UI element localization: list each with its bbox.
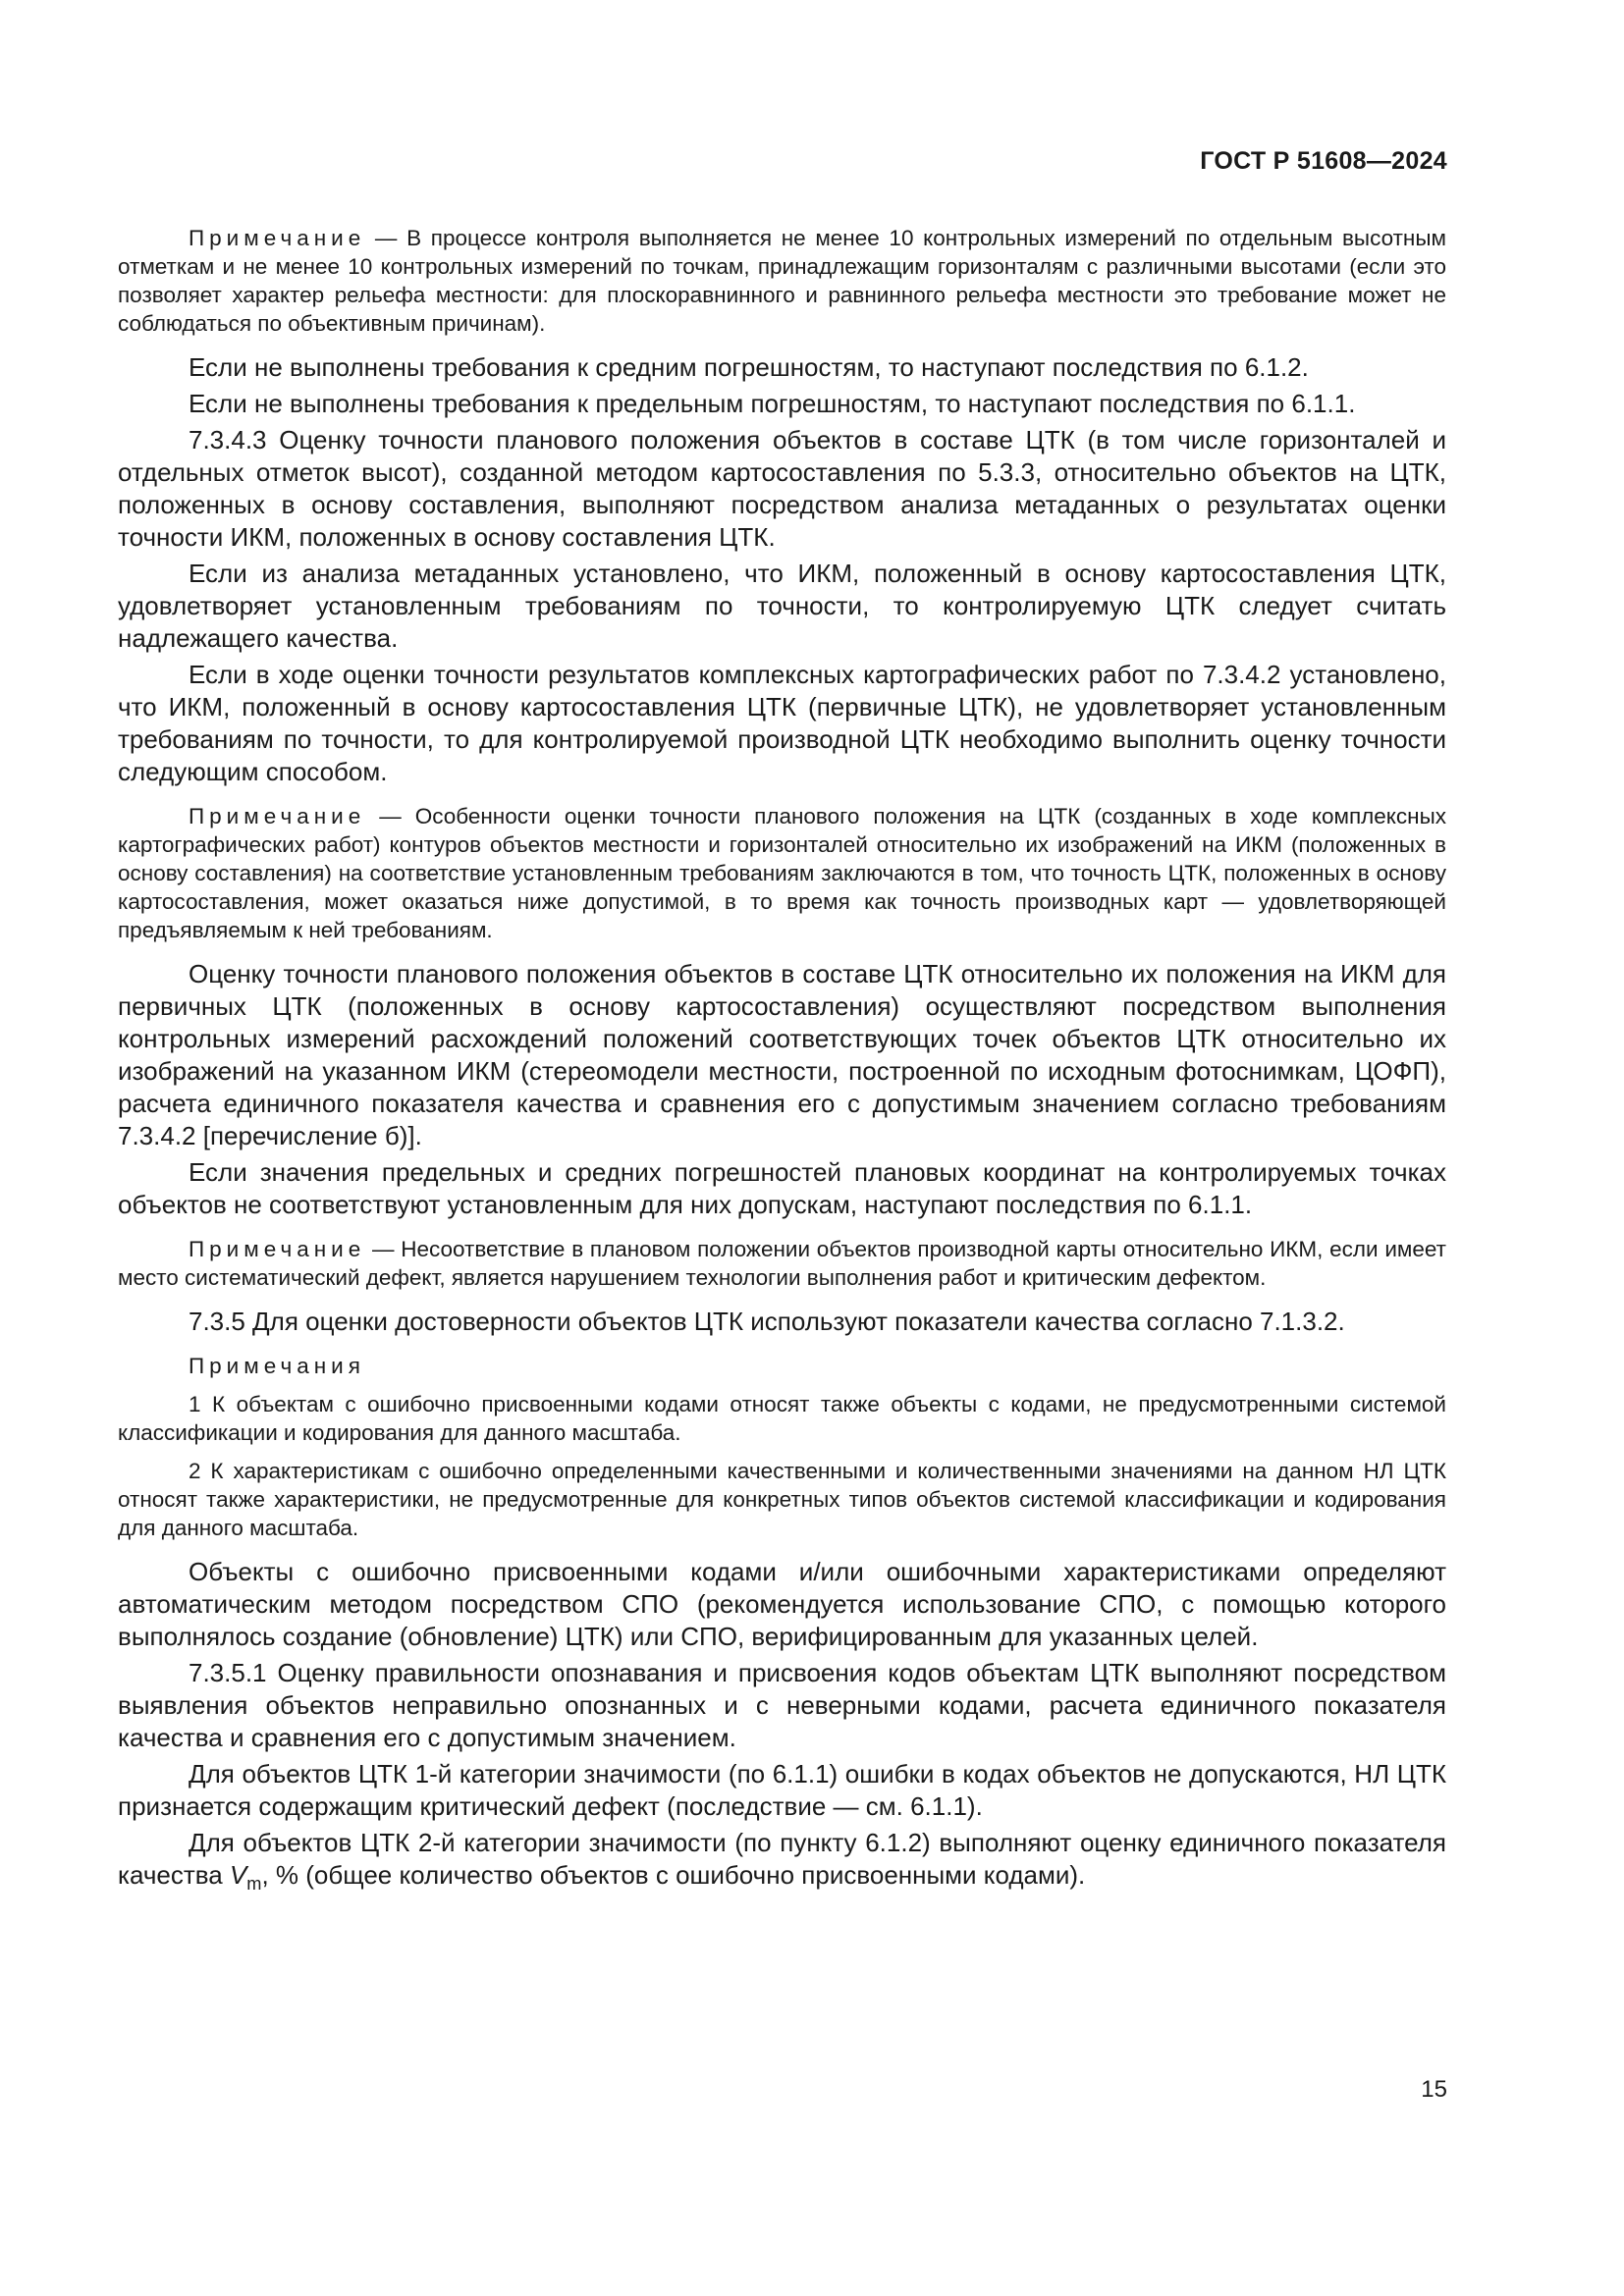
paragraph: Для объектов ЦТК 1-й категории значимости (по 6.1.1) ошибки в кодах объектов не допускаются, НЛ ЦТК признается содержащим критический дефект (последствие — см. 6.1.1). xyxy=(118,1759,1446,1821)
page-content xyxy=(118,224,1446,1900)
note-text: — Особенности оценки точности планового положения на ЦТК (созданных в ходе комплексных картографических работ) контуров объектов местности и горизонталей относительно их изображений на ИКМ (положенных в основу составления) на соответствие установленным требованиям заключаются в том, что точность ЦТК, положенных в основу картосоставления, может оказаться ниже допустимой, в то время как точность производных карт — удовлетворяющей предъявляемым к ней требованиям. xyxy=(118,804,1446,942)
note-label: Примечание xyxy=(189,1237,366,1261)
note-text: — В процессе контроля выполняется не менее 10 контрольных измерений по отдельным высотным отметкам и не менее 10 контрольных измерений по точкам, принадлежащим горизонталям с различными высотами (если это позволяет характер рельефа местности: для плоскоравнинного и равнинного рельефа местности это требование может не соблюдаться по объективным причинам). xyxy=(118,226,1446,336)
note-label: Примечание xyxy=(189,226,366,250)
notes-label: Примечания xyxy=(189,1354,365,1378)
paragraph-formula xyxy=(118,1827,1446,1900)
page-number: 15 xyxy=(1421,2076,1447,2103)
note-text: — Несоответствие в плановом положении объектов производной карты относительно ИКМ, если имеет место систематический дефект, является нарушением технологии выполнения работ и критическим дефектом. xyxy=(118,1237,1446,1290)
formula-subscript: m xyxy=(246,1874,262,1894)
note-3 xyxy=(118,1235,1446,1292)
note-2 xyxy=(118,802,1446,944)
paragraph: Если в ходе оценки точности результатов комплексных картографических работ по 7.3.4.2 установлено, что ИКМ, положенный в основу картосоставления ЦТК (первичные ЦТК), не удовлетворяет установленным требованиям по точности, то для контролируемой производной ЦТК необходимо выполнить оценку точности следующим способом. xyxy=(118,660,1446,786)
paragraph: Если значения предельных и средних погрешностей плановых координат на контролируемых точках объектов не соответствуют установленным для них допускам, наступают последствия по 6.1.1. xyxy=(118,1157,1446,1219)
document-header: ГОСТ Р 51608—2024 xyxy=(1200,147,1447,175)
paragraph: 7.3.5 Для оценки достоверности объектов ЦТК используют показатели качества согласно 7.1.3.2. xyxy=(189,1307,1345,1336)
paragraph: 7.3.4.3 Оценку точности планового положения объектов в составе ЦТК (в том числе горизонталей и отдельных отметок высот), созданной методом картосоставления по 5.3.3, относительно объектов на ЦТК, положенных в основу составления, выполняют посредством анализа метаданных о результатах оценки точности ИКМ, положенных в основу составления ЦТК. xyxy=(118,425,1446,552)
note-item-2: 2 К характеристикам с ошибочно определенными качественными и количественными значениями на данном НЛ ЦТК относят также характеристики, не предусмотренные для конкретных типов объектов системой классификации и кодирования для данного масштаба. xyxy=(118,1459,1446,1540)
notes-heading xyxy=(118,1352,1446,1380)
formula-text-before: Для объектов ЦТК 2-й категории значимости (по пункту 6.1.2) выполняют оценку единичного показателя качества xyxy=(118,1828,1446,1890)
paragraph: Если из анализа метаданных установлено, что ИКМ, положенный в основу картосоставления ЦТК, удовлетворяет установленным требованиям по точности, то контролируемую ЦТК следует считать надлежащего качества. xyxy=(118,559,1446,653)
formula-variable: V xyxy=(229,1860,247,1890)
paragraph: Если не выполнены требования к средним погрешностям, то наступают последствия по 6.1.2. xyxy=(189,352,1309,382)
note-1 xyxy=(118,224,1446,338)
note-label: Примечание xyxy=(189,804,366,828)
paragraph: Оценку точности планового положения объектов в составе ЦТК относительно их положения на ИКМ для первичных ЦТК (положенных в основу картосоставления) осуществляют посредством выполнения контрольных измерений расхождений положений соответствующих точек объектов ЦТК относительно их изображений на указанном ИКМ (стереомодели местности, построенной по исходным фотоснимкам, ЦОФП), расчета единичного показателя качества и сравнения его с допустимым значением согласно требованиям 7.3.4.2 [перечисление б)]. xyxy=(118,959,1446,1150)
paragraph: Объекты с ошибочно присвоенными кодами и/или ошибочными характеристиками определяют автоматическим методом посредством СПО (рекомендуется использование СПО, с помощью которого выполнялось создание (обновление) ЦТК) или СПО, верифицированным для указанных целей. xyxy=(118,1557,1446,1651)
note-item-1: 1 К объектам с ошибочно присвоенными кодами относят также объекты с кодами, не предусмотренными системой классификации и кодирования для данного масштаба. xyxy=(118,1392,1446,1445)
formula-text-after: , % (общее количество объектов с ошибочно присвоенными кодами). xyxy=(261,1860,1086,1890)
paragraph: Если не выполнены требования к предельным погрешностям, то наступают последствия по 6.1.1. xyxy=(189,389,1356,418)
paragraph: 7.3.5.1 Оценку правильности опознавания и присвоения кодов объектам ЦТК выполняют посредством выявления объектов неправильно опознанных и с неверными кодами, расчета единичного показателя качества и сравнения его с допустимым значением. xyxy=(118,1658,1446,1752)
